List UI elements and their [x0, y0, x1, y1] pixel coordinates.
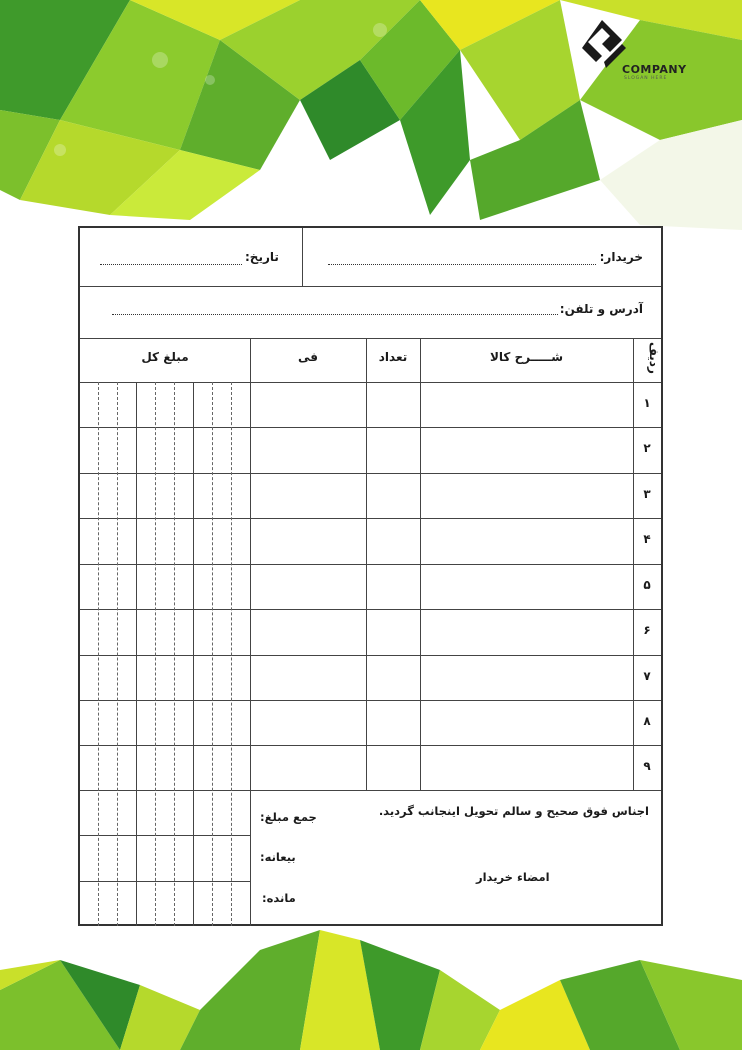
row-number-4: ۴	[643, 532, 651, 546]
table-header-line	[80, 382, 661, 383]
row-line	[80, 427, 661, 428]
digit-divider	[212, 382, 213, 926]
address-field[interactable]	[112, 314, 558, 315]
address-row	[80, 286, 661, 339]
row-number-9: ۹	[643, 759, 651, 773]
row-line	[80, 564, 661, 565]
header-total: مبلغ کل	[141, 350, 189, 364]
digit-group-divider	[193, 382, 194, 926]
company-logo-icon	[582, 18, 626, 78]
row-line	[80, 700, 661, 701]
row-number-3: ۳	[643, 487, 651, 501]
address-label: آدرس و تلفن:	[559, 302, 643, 316]
digit-divider	[155, 382, 156, 926]
row-number-2: ۲	[643, 441, 651, 455]
sum-label: جمع مبلغ:	[260, 810, 317, 824]
buyer-field[interactable]	[328, 264, 596, 265]
bottom-polygon-decoration	[0, 930, 742, 1050]
row-number-8: ۸	[643, 714, 651, 728]
buyer-label: خریدار:	[599, 250, 643, 264]
header-description: شـــــرح کالا	[489, 350, 564, 364]
digit-divider	[174, 382, 175, 926]
company-slogan: SLOGAN HERE	[624, 76, 668, 81]
row-number-5: ۵	[643, 578, 651, 592]
header-quantity: تعداد	[378, 350, 408, 364]
buyer-signature-label: امضاء خریدار	[476, 870, 550, 884]
total-row-line	[80, 881, 250, 882]
company-logo	[582, 18, 702, 88]
date-label: تاریخ:	[245, 250, 279, 264]
header-unit-price: فی	[298, 350, 318, 364]
table-bottom-line	[80, 790, 661, 791]
digit-divider	[231, 382, 232, 926]
digit-divider	[117, 382, 118, 926]
row-separator	[302, 228, 303, 286]
total-row-line	[80, 835, 250, 836]
row-line	[80, 745, 661, 746]
row-number-6: ۶	[643, 623, 651, 637]
header-row-number: ردیف	[647, 342, 661, 374]
digit-divider	[98, 382, 99, 926]
row-line	[80, 609, 661, 610]
row-line	[80, 655, 661, 656]
row-number-7: ۷	[643, 669, 651, 683]
invoice-form	[78, 226, 663, 926]
row-line	[80, 473, 661, 474]
confirmation-text: اجناس فوق صحیح و سالم تحویل اینجانب گردید.	[378, 804, 649, 818]
date-field[interactable]	[100, 264, 242, 265]
deposit-label: بیعانه:	[260, 850, 296, 864]
buyer-date-row	[80, 228, 661, 287]
digit-group-divider	[136, 382, 137, 926]
company-name: COMPANY	[622, 63, 687, 76]
row-number-1: ۱	[643, 396, 651, 410]
remaining-label: مانده:	[262, 891, 296, 905]
row-line	[80, 518, 661, 519]
